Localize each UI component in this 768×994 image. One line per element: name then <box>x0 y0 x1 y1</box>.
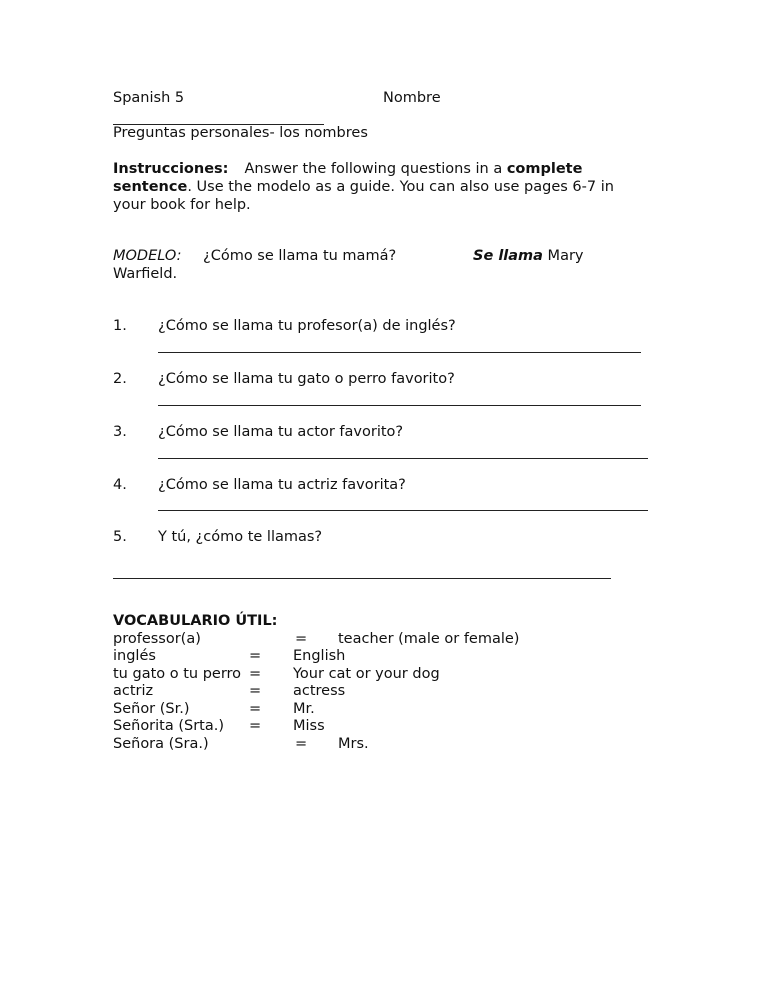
vocab-term: Señor (Sr.) <box>113 701 190 717</box>
vocab-term: Señorita (Srta.) <box>113 718 225 734</box>
name-label: Nombre <box>383 90 441 106</box>
answer-line[interactable] <box>158 352 641 353</box>
modelo-answer-bold: Se llama <box>473 248 543 264</box>
question-text: ¿Cómo se llama tu actriz favorita? <box>158 477 406 493</box>
answer-line[interactable] <box>158 405 641 406</box>
modelo-answer-rest: Mary <box>542 248 584 264</box>
question-text: ¿Cómo se llama tu profesor(a) de inglés? <box>158 318 456 334</box>
question-text: ¿Cómo se llama tu gato o perro favorito? <box>158 371 455 387</box>
vocab-meaning: Miss <box>293 718 325 734</box>
class-name: Spanish 5 <box>113 90 185 106</box>
answer-line[interactable] <box>158 510 648 511</box>
vocabulary-title: VOCABULARIO ÚTIL: <box>113 613 278 629</box>
modelo-answer-continued: Warfield. <box>113 266 178 282</box>
instructions-text-1: Answer the following questions in a <box>244 161 507 177</box>
vocab-equals: = <box>249 718 262 734</box>
vocab-equals: = <box>249 666 262 682</box>
vocab-meaning: actress <box>293 683 346 699</box>
question-number: 4. <box>113 477 127 493</box>
worksheet-subtitle: Preguntas personales- los nombres <box>113 125 368 141</box>
vocab-meaning: Mr. <box>293 701 315 717</box>
question-number: 1. <box>113 318 127 334</box>
question-text: Y tú, ¿cómo te llamas? <box>158 529 323 545</box>
vocab-equals: = <box>249 648 262 664</box>
vocab-meaning: Mrs. <box>338 736 369 752</box>
vocab-equals: = <box>249 701 262 717</box>
modelo-question: ¿Cómo se llama tu mamá? <box>203 248 397 264</box>
vocab-term: professor(a) <box>113 631 201 647</box>
instructions-label: Instrucciones: <box>113 161 229 177</box>
vocab-meaning: teacher (male or female) <box>338 631 520 647</box>
vocab-meaning: English <box>293 648 346 664</box>
instructions-paragraph <box>113 160 648 214</box>
question-text: ¿Cómo se llama tu actor favorito? <box>158 424 404 440</box>
vocab-term: actriz <box>113 683 154 699</box>
vocab-equals: = <box>295 736 308 752</box>
instructions-bold-phrase: complete sentence <box>113 161 583 195</box>
answer-line[interactable] <box>158 458 648 459</box>
modelo-answer <box>473 248 584 264</box>
vocab-term: Señora (Sra.) <box>113 736 209 752</box>
question-number: 3. <box>113 424 127 440</box>
question-number: 2. <box>113 371 127 387</box>
vocab-equals: = <box>295 631 308 647</box>
modelo-label: MODELO: <box>113 248 182 264</box>
question-number: 5. <box>113 529 127 545</box>
vocab-equals: = <box>249 683 262 699</box>
vocab-term: inglés <box>113 648 156 664</box>
vocab-term: tu gato o tu perro <box>113 666 242 682</box>
vocab-meaning: Your cat or your dog <box>293 666 440 682</box>
instructions-text-2: . Use the modelo as a guide. You can also use pages 6-7 in your book for help. <box>113 179 614 213</box>
answer-line[interactable] <box>113 578 611 579</box>
